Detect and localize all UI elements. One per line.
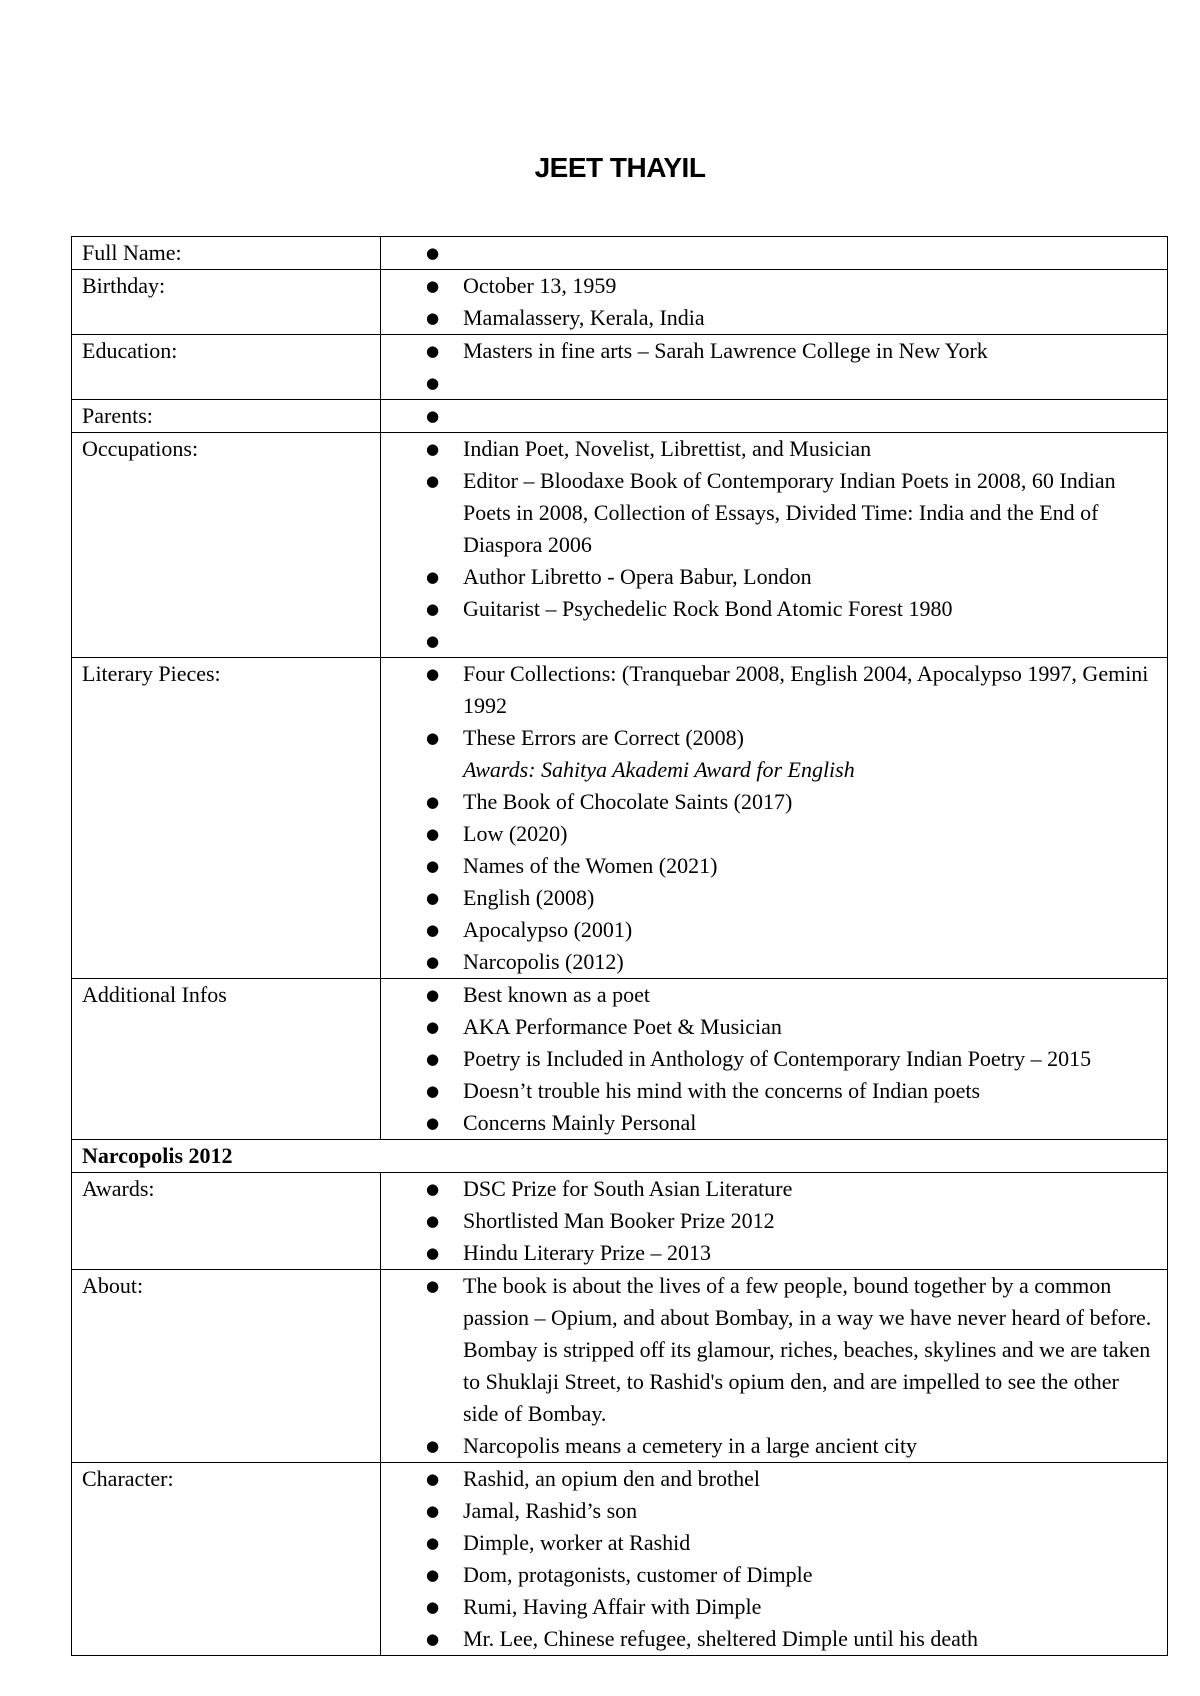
list-item (381, 1107, 1159, 1139)
list-item-text: English (2008) (463, 885, 595, 910)
list-item-text: Masters in fine arts – Sarah Lawrence College in New York (463, 338, 988, 363)
list-item (381, 1270, 1159, 1430)
list-item-text: Four Collections: (Tranquebar 2008, English 2004, Apocalypso 1997, Gemini 1992 (463, 661, 1149, 718)
row-label: Additional Infos (72, 979, 381, 1140)
list-item-text: October 13, 1959 (463, 273, 617, 298)
list-item (381, 979, 1159, 1011)
list-item (381, 433, 1159, 465)
list-item (381, 1173, 1159, 1205)
list-item (381, 1075, 1159, 1107)
row-label: Literary Pieces: (72, 658, 381, 979)
list-item (381, 465, 1159, 561)
list-item (381, 946, 1159, 978)
table-row-character (72, 1463, 1168, 1656)
list-item-text: Poetry is Included in Anthology of Contemporary Indian Poetry – 2015 (463, 1046, 1092, 1071)
row-content (381, 433, 1168, 658)
award-note: Awards: Sahitya Akademi Award for English (463, 757, 855, 782)
list-item (381, 882, 1159, 914)
list-item (381, 1237, 1159, 1269)
bullet-list (381, 979, 1159, 1139)
list-item-text: Mr. Lee, Chinese refugee, sheltered Dimple until his death (463, 1626, 979, 1651)
row-content (381, 1270, 1168, 1463)
list-item (381, 1591, 1159, 1623)
list-item (381, 1463, 1159, 1495)
row-content (381, 335, 1168, 400)
row-label: Character: (72, 1463, 381, 1656)
list-item (381, 625, 1159, 657)
bullet-list (381, 658, 1159, 978)
list-item-text: Dimple, worker at Rashid (463, 1530, 691, 1555)
row-label: About: (72, 1270, 381, 1463)
row-label: Occupations: (72, 433, 381, 658)
section-heading-row (72, 1140, 1168, 1173)
list-item-text: Editor – Bloodaxe Book of Contemporary Indian Poets in 2008, 60 Indian Poets in 2008, Collection of Essays, Divided Time: India and the End of Diaspora 2006 (463, 468, 1116, 557)
row-label: Awards: (72, 1173, 381, 1270)
list-item (381, 335, 1159, 367)
profile-table (71, 236, 1168, 1656)
list-item-text: Rumi, Having Affair with Dimple (463, 1594, 762, 1619)
row-content (381, 400, 1168, 433)
list-item (381, 270, 1159, 302)
list-item (381, 1043, 1159, 1075)
bullet-list (381, 1173, 1159, 1269)
list-item (381, 237, 1159, 269)
bullet-list (381, 1463, 1159, 1655)
row-label: Education: (72, 335, 381, 400)
list-item-text: DSC Prize for South Asian Literature (463, 1176, 793, 1201)
list-item (381, 818, 1159, 850)
row-label: Full Name: (72, 237, 381, 270)
bullet-list (381, 433, 1159, 657)
table-row-literary-pieces (72, 658, 1168, 979)
list-item-text: Low (2020) (463, 821, 568, 846)
list-item-text: Narcopolis (2012) (463, 949, 624, 974)
list-item (381, 722, 1159, 786)
list-item-text: Author Libretto - Opera Babur, London (463, 564, 812, 589)
list-item-text: Best known as a poet (463, 982, 650, 1007)
row-content (381, 1173, 1168, 1270)
table-row-occupations (72, 433, 1168, 658)
row-content (381, 979, 1168, 1140)
table-row-education (72, 335, 1168, 400)
list-item-text: These Errors are Correct (2008) (463, 725, 744, 750)
list-item-text: Mamalassery, Kerala, India (463, 305, 705, 330)
list-item-text: Apocalypso (2001) (463, 917, 633, 942)
table-row-parents (72, 400, 1168, 433)
list-item (381, 1527, 1159, 1559)
table-row-awards (72, 1173, 1168, 1270)
list-item (381, 914, 1159, 946)
list-item (381, 302, 1159, 334)
bullet-list (381, 400, 1159, 432)
list-item-text: Shortlisted Man Booker Prize 2012 (463, 1208, 775, 1233)
list-item-text: Indian Poet, Novelist, Librettist, and Musician (463, 436, 872, 461)
table-row-about (72, 1270, 1168, 1463)
list-item-text: Guitarist – Psychedelic Rock Bond Atomic Forest 1980 (463, 596, 953, 621)
row-label: Parents: (72, 400, 381, 433)
list-item-text: Concerns Mainly Personal (463, 1110, 697, 1135)
section-heading: Narcopolis 2012 (72, 1140, 1168, 1173)
list-item (381, 1205, 1159, 1237)
list-item-text: Jamal, Rashid’s son (463, 1498, 638, 1523)
bullet-list (381, 237, 1159, 269)
list-item-text: The book is about the lives of a few people, bound together by a common passion – Opium, and about Bombay, in a way we have never heard of before. Bombay is stripped off its glamour, riches, beaches, skylines and we are taken to Shuklaji Street, to Rashid's opium den, and are impelled to see the other side of Bombay. (463, 1273, 1152, 1426)
list-item (381, 593, 1159, 625)
list-item (381, 1495, 1159, 1527)
row-content (381, 270, 1168, 335)
row-content (381, 1463, 1168, 1656)
list-item (381, 1559, 1159, 1591)
list-item-text: Rashid, an opium den and brothel (463, 1466, 760, 1491)
list-item-text: Doesn’t trouble his mind with the concerns of Indian poets (463, 1078, 981, 1103)
list-item-text: Narcopolis means a cemetery in a large ancient city (463, 1433, 918, 1458)
bullet-list (381, 270, 1159, 334)
list-item-text: Hindu Literary Prize – 2013 (463, 1240, 712, 1265)
list-item (381, 786, 1159, 818)
row-content (381, 658, 1168, 979)
list-item-text: Names of the Women (2021) (463, 853, 718, 878)
table-row-additional-infos (72, 979, 1168, 1140)
table-row-birthday (72, 270, 1168, 335)
row-label: Birthday: (72, 270, 381, 335)
list-item (381, 561, 1159, 593)
table-row-full-name (72, 237, 1168, 270)
row-content (381, 237, 1168, 270)
bullet-list (381, 1270, 1159, 1462)
page-title: JEET THAYIL (534, 152, 706, 183)
list-item (381, 1011, 1159, 1043)
list-item-text: AKA Performance Poet & Musician (463, 1014, 782, 1039)
list-item (381, 1623, 1159, 1655)
list-item (381, 850, 1159, 882)
list-item (381, 367, 1159, 399)
list-item (381, 658, 1159, 722)
list-item-text: Dom, protagonists, customer of Dimple (463, 1562, 813, 1587)
list-item (381, 400, 1159, 432)
bullet-list (381, 335, 1159, 399)
list-item (381, 1430, 1159, 1462)
list-item-text: The Book of Chocolate Saints (2017) (463, 789, 793, 814)
